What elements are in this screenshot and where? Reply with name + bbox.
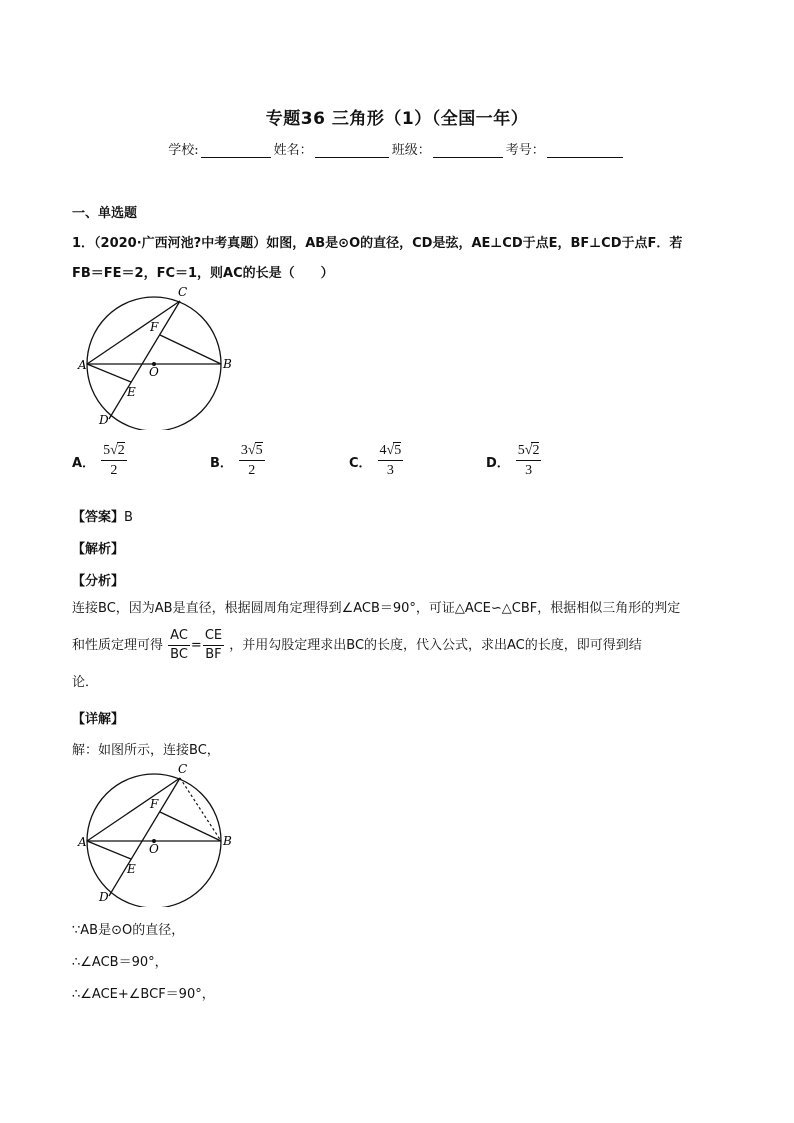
fenxi-line-2a: 和性质定理可得: [72, 638, 164, 653]
detail-line-2: ∵AB是⊙O的直径，: [72, 923, 185, 938]
class-label: 班级：: [391, 143, 431, 158]
label-f: F: [150, 320, 159, 334]
choice-c-label: C．: [349, 455, 372, 471]
class-blank[interactable]: [433, 143, 503, 158]
fraction-ac-bc: [168, 627, 190, 664]
detail-line-1: 解：如图所示，连接BC，: [72, 743, 220, 758]
fenxi-paragraph: [72, 590, 732, 701]
choice-a-coef: 5: [103, 443, 111, 458]
fenxi-line-2b: ，并用勾股定理求出BC的长度，代入公式，求出AC的长度，即可得到结: [229, 638, 642, 653]
exam-no-blank[interactable]: [547, 143, 623, 158]
question-line-1: 1．（2020·广西河池?中考真题）如图，AB是⊙O的直径，CD是弦，AE⊥CD于点E，BF⊥CD于点F．若: [72, 236, 683, 251]
choice-b-fraction: $\frac{3√5}{2}$: [240, 443, 263, 478]
frac1-den: BC: [170, 647, 188, 662]
choice-a-label: A．: [72, 455, 96, 471]
frac2-den: BF: [205, 647, 222, 662]
label-b-2: B: [223, 834, 232, 848]
fenxi-line-1: 连接BC，因为AB是直径，根据圆周角定理得到∠ACB＝90°，可证△ACE∽△CBF，根据相似三角形的判定: [72, 601, 681, 616]
chord-cd-2: [109, 778, 180, 896]
chord-cd: [109, 301, 180, 419]
segment-ae: [87, 364, 131, 382]
choice-b-coef: 3: [240, 443, 248, 458]
label-a-2: A: [78, 835, 87, 849]
answer-line: [72, 506, 133, 525]
label-d: D: [99, 413, 109, 427]
segment-bf-2: [160, 812, 221, 841]
segment-ae-2: [87, 841, 131, 859]
choice-d[interactable]: [486, 443, 541, 479]
student-info-line: [0, 139, 794, 158]
choice-b-radicand: 5: [255, 443, 263, 458]
question-1: [72, 229, 732, 289]
analysis-tag: 【解析】: [72, 542, 125, 557]
question-line-2: FB＝FE＝2，FC＝1，则AC的长是（ ）: [72, 266, 334, 281]
segment-bf: [160, 335, 221, 364]
name-label: 姓名：: [273, 143, 313, 158]
choice-b-label: B．: [210, 455, 233, 471]
fraction-ce-bf: [203, 627, 224, 664]
school-blank[interactable]: [201, 143, 271, 158]
choice-c-den: 3: [386, 463, 394, 478]
choice-a-fraction: $\frac{5√2}{2}$: [103, 443, 125, 478]
circle-figure-1: [72, 284, 242, 430]
fenxi-line-2: [72, 627, 732, 664]
exam-no-label: 考号：: [505, 143, 545, 158]
label-o: O: [149, 365, 159, 379]
choice-d-coef: 5: [517, 443, 525, 458]
choice-a-den: 2: [110, 463, 118, 478]
choice-a-radicand: 2: [117, 443, 125, 458]
segment-ac-2: [87, 778, 180, 841]
label-e: E: [127, 385, 136, 399]
equals-sign: =: [190, 638, 202, 653]
choice-c[interactable]: [349, 443, 403, 479]
answer-tag: 【答案】: [72, 510, 125, 525]
page-title: 专题36 三角形（1）（全国一年）: [265, 109, 529, 129]
answer-value: B: [124, 510, 133, 525]
label-c: C: [178, 285, 188, 299]
school-label: 学校:: [168, 143, 199, 158]
fenxi-line-3: 论．: [72, 675, 99, 690]
label-a: A: [78, 358, 87, 372]
choice-c-fraction: $\frac{4√5}{3}$: [379, 443, 402, 478]
segment-ac: [87, 301, 180, 364]
label-f-2: F: [150, 797, 159, 811]
label-o-2: O: [149, 842, 159, 856]
label-c-2: C: [178, 762, 188, 776]
label-b: B: [223, 357, 232, 371]
choice-c-coef: 4: [379, 443, 387, 458]
section-heading: 一、单选题: [72, 206, 138, 221]
frac2-num: CE: [203, 627, 224, 646]
choice-b-den: 2: [248, 463, 256, 478]
fenxi-tag: 【分析】: [72, 574, 125, 589]
choice-d-label: D．: [486, 455, 510, 471]
detail-line-4: ∴∠ACE+∠BCF＝90°，: [72, 987, 215, 1002]
choice-d-den: 3: [525, 463, 533, 478]
choice-a[interactable]: [72, 443, 127, 479]
circle-figure-2: [72, 761, 242, 907]
choice-c-radicand: 5: [394, 443, 402, 458]
choice-d-radicand: 2: [532, 443, 540, 458]
choice-b[interactable]: [210, 443, 265, 479]
detail-tag: 【详解】: [72, 712, 125, 727]
frac1-num: AC: [168, 627, 190, 646]
detail-line-3: ∴∠ACB＝90°，: [72, 955, 168, 970]
label-d-2: D: [99, 890, 109, 904]
name-blank[interactable]: [315, 143, 389, 158]
choice-d-fraction: $\frac{5√2}{3}$: [517, 443, 540, 478]
label-e-2: E: [127, 862, 136, 876]
